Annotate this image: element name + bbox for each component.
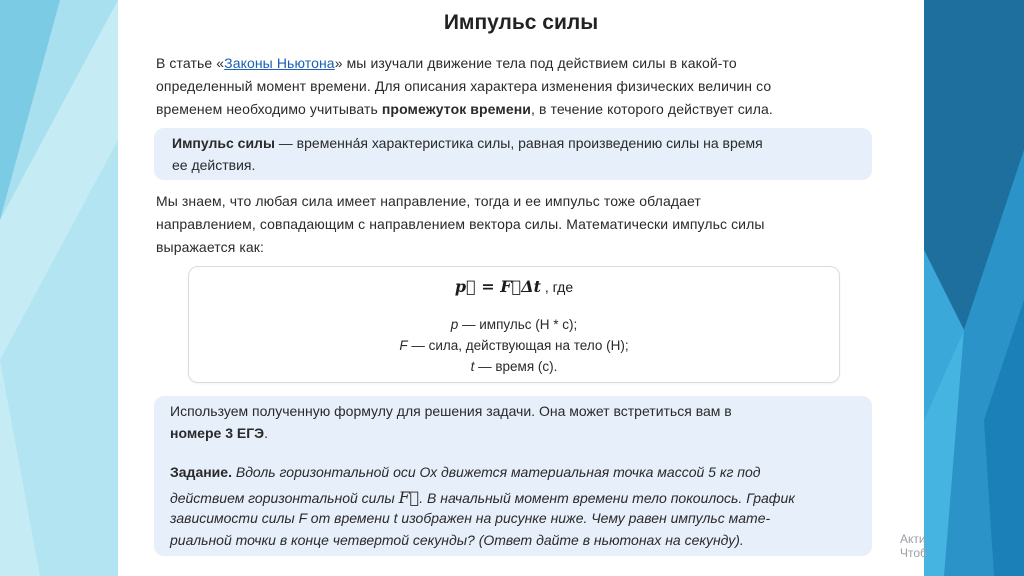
legend-text: — время (с). (474, 359, 558, 374)
exam-number: номере 3 ЕГЭ (170, 425, 265, 441)
definition-text: — временна́я характеристика силы, равная произведению силы на время (274, 135, 763, 151)
intro-text: » мы изучали движение тела под действием силы в какой-то (334, 55, 737, 71)
task-text: Вдоль горизонтальной оси Ох движется материальная точка массой 5 кг под (231, 464, 761, 480)
legend-symbol: t (470, 359, 475, 374)
direction-paragraph (156, 190, 876, 259)
formula-legend-f (189, 338, 839, 353)
impulse-formula (189, 277, 839, 297)
intro-text: определенный момент времени. Для описания характера изменения физических величин со (156, 78, 772, 94)
direction-text: направлением, совпадающим с направлением вектора силы. Математически импульс силы (156, 216, 765, 232)
intro-paragraph (156, 52, 876, 121)
watermark-text: Акти (900, 532, 926, 546)
legend-text: — сила, действующая на тело (Н); (407, 338, 629, 353)
legend-symbol: F (399, 338, 408, 353)
left-decoration (0, 0, 118, 576)
formula-legend-p (189, 317, 839, 332)
intro-text: В статье « (156, 55, 225, 71)
task-statement (170, 464, 760, 480)
formula-box (188, 266, 840, 383)
definition-text: ее действия. (172, 157, 256, 173)
task-intro-text: Используем полученную формулу для решения задачи. Она может встретиться вам в (170, 403, 732, 419)
activation-watermark (900, 532, 927, 560)
formula-suffix: , где (541, 279, 574, 295)
task-text: . (264, 425, 268, 441)
task-statement (170, 488, 795, 507)
task-text: . В начальный момент времени тело покоилось. График (419, 490, 795, 506)
watermark-text: Чтоб (900, 546, 927, 560)
task-intro-text (170, 425, 268, 441)
page-title: Импульс силы (443, 11, 599, 34)
formula-legend-t (189, 359, 839, 374)
task-statement: риальной точки в конце четвертой секунды? (Ответ дайте в ньютонах на секунду). (170, 532, 744, 548)
definition-term: Импульс силы (172, 135, 275, 151)
article-page (118, 0, 924, 576)
task-callout (154, 396, 872, 556)
intro-text: , в течение которого действует сила. (530, 101, 773, 117)
formula-expression: p⃗ = F⃗Δt (454, 277, 541, 296)
legend-text: — импульс (Н * с); (458, 317, 578, 332)
task-text: действием горизонтальной силы (170, 490, 399, 506)
task-statement: зависимости силы F от времени t изображен на рисунке ниже. Чему равен импульс мате- (170, 510, 771, 526)
legend-symbol: p (450, 317, 459, 332)
direction-text: выражается как: (156, 239, 265, 255)
intro-bold: промежуток времени (381, 101, 531, 117)
intro-text: временем необходимо учитывать (156, 101, 382, 117)
definition-callout (154, 128, 872, 180)
right-decoration (924, 0, 1024, 576)
task-label: Задание. (170, 464, 232, 480)
direction-text: Мы знаем, что любая сила имеет направление, тогда и ее импульс тоже обладает (156, 193, 701, 209)
force-symbol: F⃗ (398, 488, 420, 507)
newton-laws-link[interactable]: Законы Ньютона (224, 55, 335, 71)
